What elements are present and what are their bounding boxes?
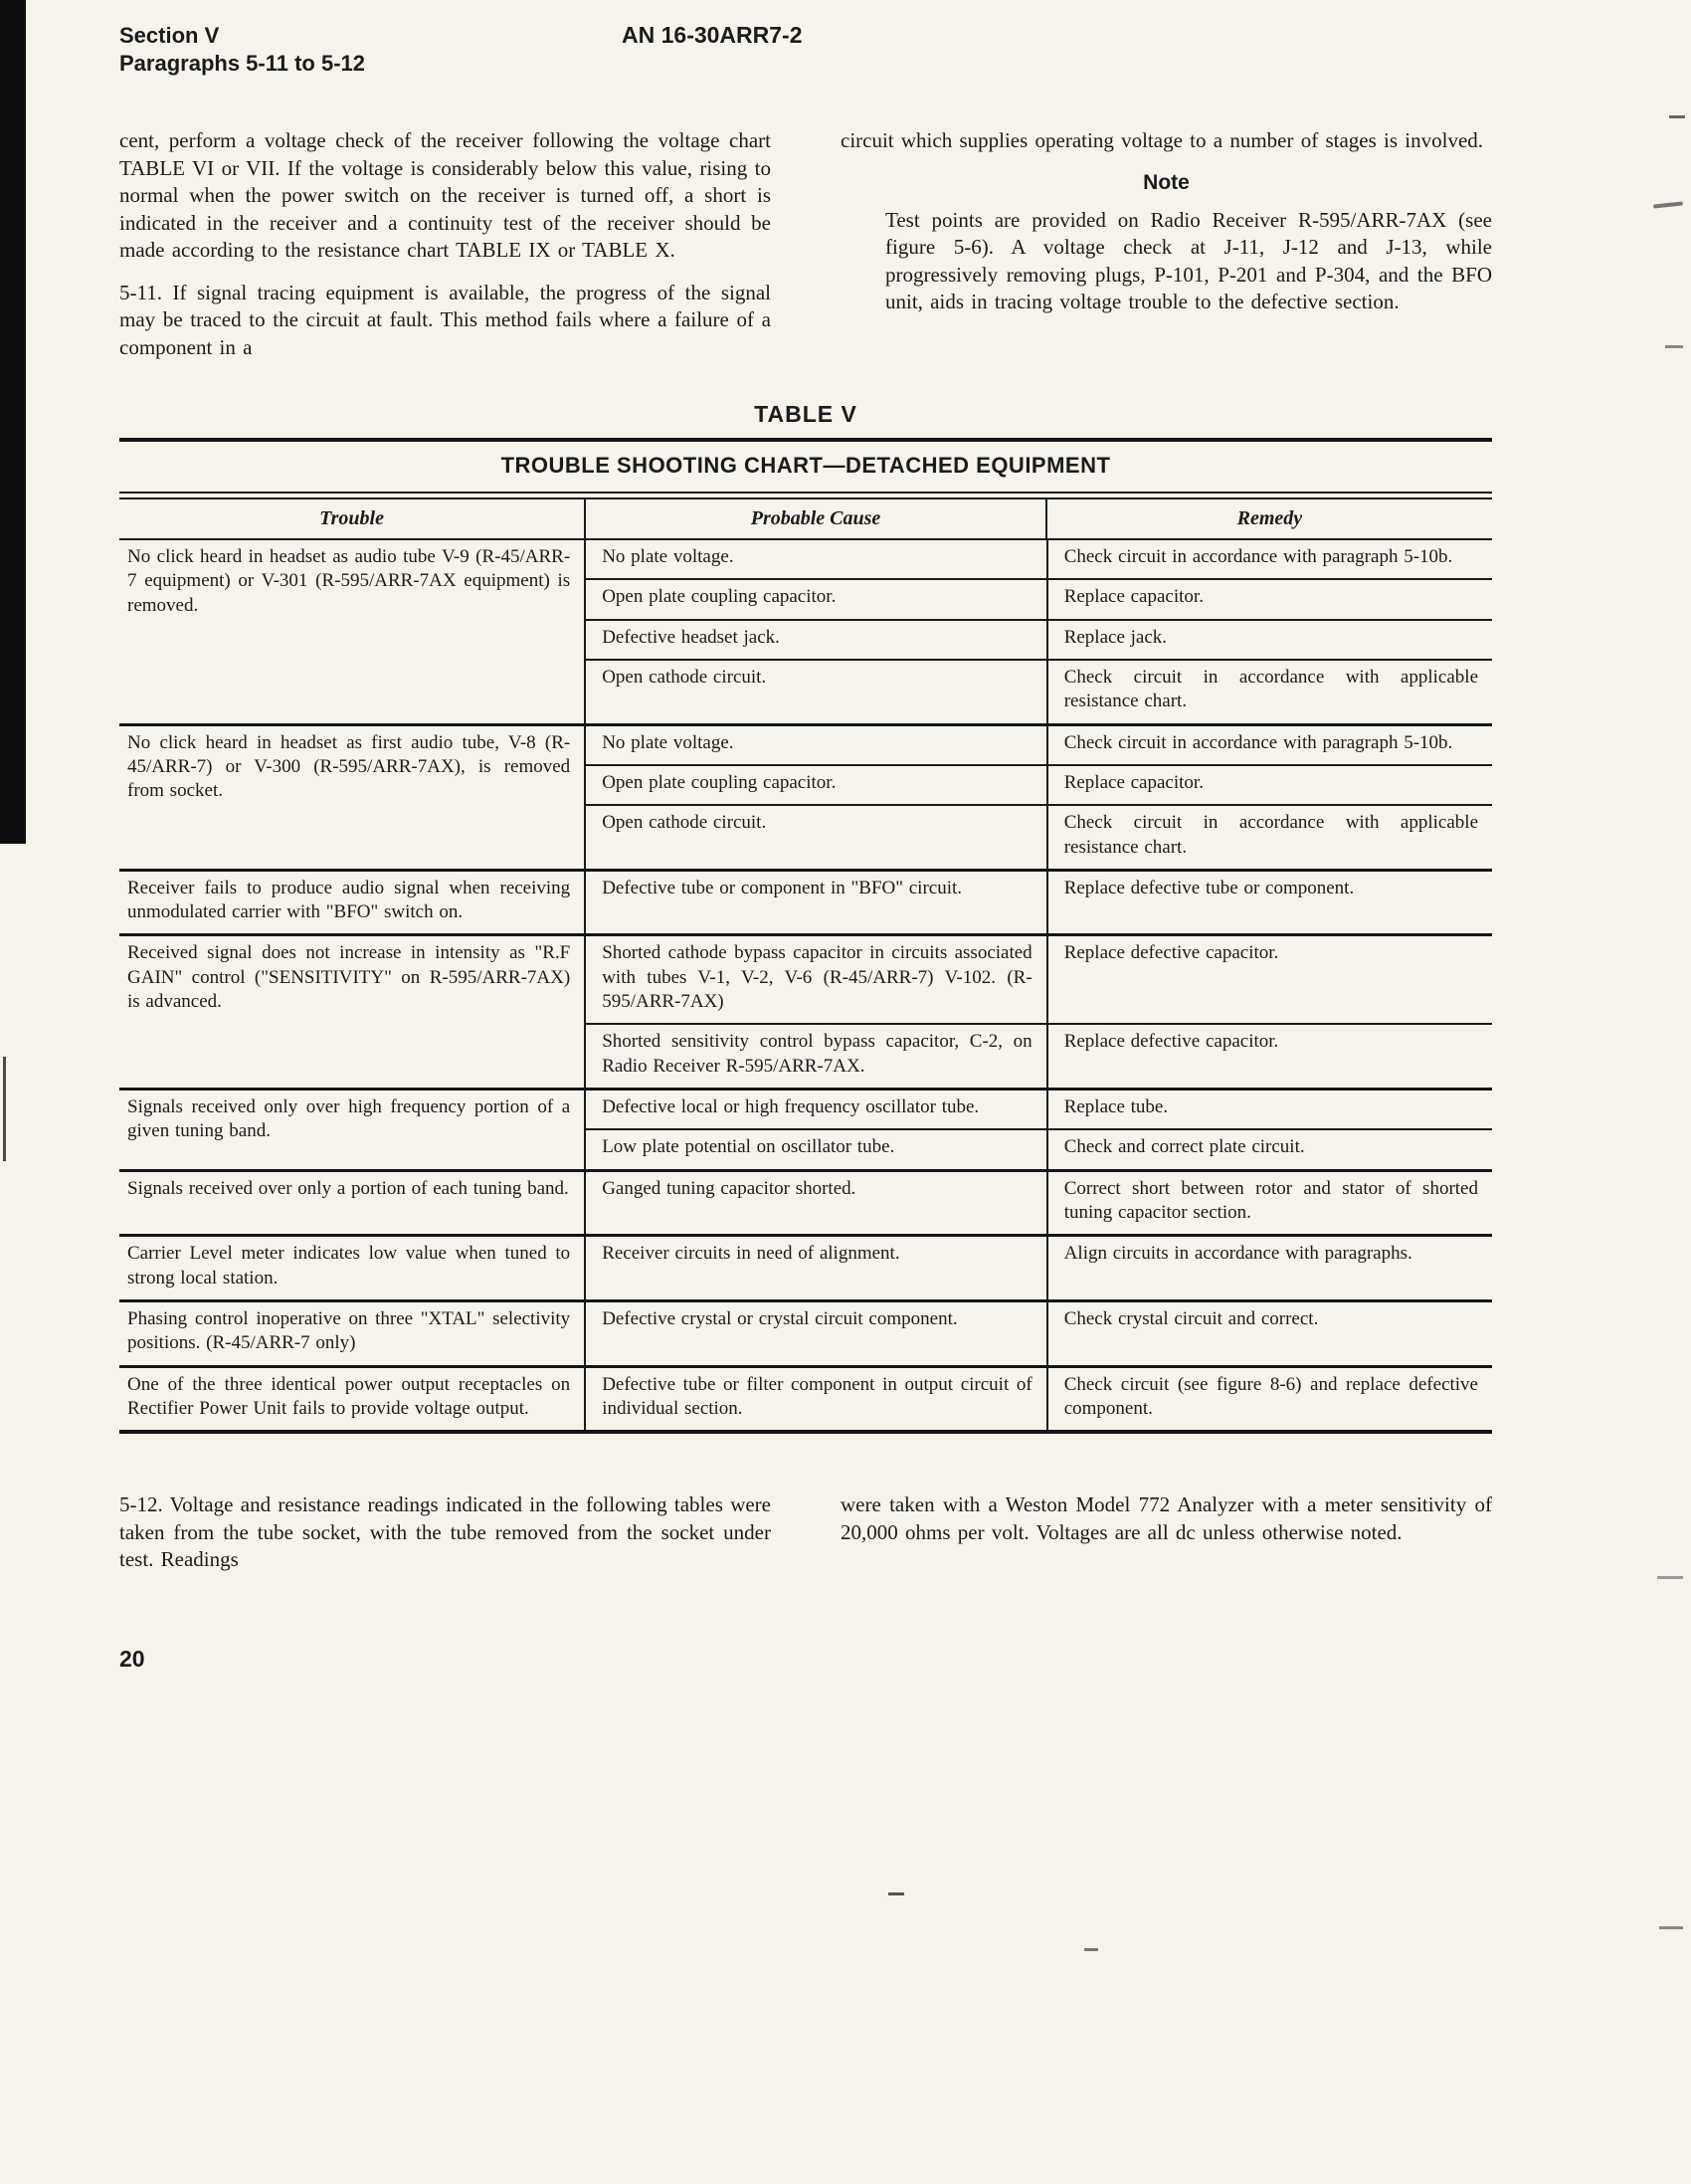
- remedy-cell: Correct short between rotor and stator of shorted tuning capacitor section.: [1063, 1177, 1478, 1223]
- remedy-cell: Replace capacitor.: [1063, 586, 1204, 608]
- cause-remedy-row: [586, 580, 1492, 620]
- probable-cause-cell: Shorted sensitivity control bypass capacitor, C-2, on Radio Receiver R-595/ARR-7AX.: [586, 1025, 1048, 1088]
- cause-remedy-stack: [586, 936, 1492, 1088]
- page-header: [119, 22, 1492, 86]
- column-header-trouble: Trouble: [119, 499, 586, 538]
- note-paragraph: Test points are provided on Radio Receiver R-595/ARR-7AX (see figure 5-6). A voltage check at J-11, J-12 and J-13, while progressively removing plugs, P-101, P-201 and P-304, and the BFO unit, aids in tracing voltage trouble to the defective section.: [885, 207, 1492, 313]
- trouble-cell: No click heard in headset as audio tube V-9 (R-45/ARR-7 equipment) or V-301 (R-595/ARR-7AX equipment) is removed.: [119, 540, 586, 723]
- remedy-cell: Replace jack.: [1063, 626, 1168, 648]
- closing-section: [119, 1491, 1492, 1574]
- intro-left-column: [119, 127, 771, 361]
- paragraph: circuit which supplies operating voltage to a number of stages is involved.: [841, 128, 1484, 152]
- scan-artifact-mark: [888, 1892, 904, 1895]
- continuation-paragraph: cent, perform a voltage check of the receiver following the voltage chart TABLE VI or VII. If the voltage is considerably below this value, rising to normal when the power switch on the receiver is turned off, a short is indicated in the receiver and a continuity test of the receiver should be made according to the resistance chart TABLE IX or TABLE X.: [119, 128, 771, 262]
- trouble-cell: Carrier Level meter indicates low value when tuned to strong local station.: [119, 1237, 586, 1299]
- cause-remedy-row: [586, 1172, 1492, 1235]
- cause-remedy-row: [586, 806, 1492, 869]
- cause-remedy-row: [586, 1091, 1492, 1130]
- table-row: [119, 936, 1492, 1091]
- cause-remedy-stack: [586, 1302, 1492, 1365]
- cause-remedy-stack: [586, 872, 1492, 934]
- table-row: [119, 1091, 1492, 1172]
- remedy-cell: Replace defective capacitor.: [1063, 1031, 1279, 1053]
- trouble-cell: Phasing control inoperative on three "XTAL" selectivity positions. (R-45/ARR-7 only): [119, 1302, 586, 1365]
- document-number: AN 16-30ARR7-2: [622, 22, 803, 48]
- cause-remedy-row: [586, 872, 1492, 934]
- intro-right-column: [841, 127, 1492, 361]
- probable-cause-cell: Defective headset jack.: [586, 621, 1048, 659]
- trouble-cell: Received signal does not increase in intensity as "R.F GAIN" control ("SENSITIVITY" on R-595/ARR-7AX) is advanced.: [119, 936, 586, 1088]
- remedy-cell: Replace capacitor.: [1063, 771, 1204, 793]
- cause-remedy-row: [586, 1302, 1492, 1365]
- probable-cause-cell: Low plate potential on oscillator tube.: [586, 1130, 1048, 1168]
- table-row: [119, 1302, 1492, 1368]
- closing-left-column: [119, 1491, 771, 1574]
- remedy-cell: Check crystal circuit and correct.: [1063, 1307, 1319, 1329]
- table-row: [119, 540, 1492, 726]
- trouble-table-body: [119, 540, 1492, 1430]
- paragraph-5-11: 5-11. If signal tracing equipment is available, the progress of the signal may be traced to the circuit at fault. This method fails where a failure of a component in a: [119, 280, 771, 359]
- page-number: 20: [119, 1645, 145, 1672]
- remedy-cell: Align circuits in accordance with paragraphs.: [1063, 1243, 1412, 1265]
- cause-remedy-stack: [586, 1172, 1492, 1235]
- trouble-cell: One of the three identical power output receptacles on Rectifier Power Unit fails to provide voltage output.: [119, 1368, 586, 1431]
- remedy-cell: Check circuit in accordance with applicable resistance chart.: [1063, 666, 1478, 712]
- remedy-cell: Replace defective tube or component.: [1063, 877, 1355, 898]
- remedy-cell: Replace tube.: [1063, 1096, 1169, 1117]
- probable-cause-cell: Defective local or high frequency oscillator tube.: [586, 1091, 1048, 1128]
- cause-remedy-stack: [586, 1237, 1492, 1299]
- probable-cause-cell: No plate voltage.: [586, 726, 1048, 764]
- cause-remedy-row: [586, 540, 1492, 580]
- scan-artifact-mark: [1659, 1926, 1683, 1929]
- cause-remedy-row: [586, 936, 1492, 1025]
- paragraph-range-label: Paragraphs 5-11 to 5-12: [119, 50, 366, 76]
- probable-cause-cell: Defective crystal or crystal circuit component.: [586, 1302, 1048, 1365]
- column-header-remedy: Remedy: [1236, 507, 1303, 529]
- trouble-cell: Signals received over only a portion of each tuning band.: [119, 1172, 586, 1235]
- cause-remedy-row: [586, 1237, 1492, 1299]
- probable-cause-cell: Defective tube or filter component in output circuit of individual section.: [586, 1368, 1048, 1431]
- closing-right-column: [841, 1491, 1492, 1574]
- probable-cause-cell: Open plate coupling capacitor.: [586, 580, 1048, 618]
- cause-remedy-row: [586, 1025, 1492, 1088]
- table-subtitle: TROUBLE SHOOTING CHART—DETACHED EQUIPMENT: [500, 453, 1111, 478]
- probable-cause-cell: Open cathode circuit.: [586, 806, 1048, 869]
- cause-remedy-row: [586, 1368, 1492, 1431]
- table-row: [119, 1368, 1492, 1431]
- cause-remedy-row: [586, 1130, 1492, 1168]
- probable-cause-cell: Ganged tuning capacitor shorted.: [586, 1172, 1048, 1235]
- trouble-cell: No click heard in headset as first audio tube, V-8 (R-45/ARR-7) or V-300 (R-595/ARR-7AX), is removed from socket.: [119, 726, 586, 869]
- note-heading: Note: [1143, 170, 1190, 194]
- cause-remedy-stack: [586, 726, 1492, 869]
- table-double-rule: [119, 492, 1492, 499]
- scan-artifact-mark: [1084, 1948, 1098, 1951]
- column-header-probable-cause: Probable Cause: [586, 499, 1047, 538]
- remedy-cell: Check and correct plate circuit.: [1063, 1136, 1305, 1158]
- trouble-cell: Receiver fails to produce audio signal when receiving unmodulated carrier with "BFO" switch on.: [119, 872, 586, 934]
- table-row: [119, 726, 1492, 872]
- intro-section: [119, 127, 1492, 361]
- table-row: [119, 872, 1492, 937]
- probable-cause-cell: No plate voltage.: [586, 540, 1048, 578]
- probable-cause-cell: Receiver circuits in need of alignment.: [586, 1237, 1048, 1299]
- remedy-cell: Check circuit in accordance with paragraph 5-10b.: [1063, 546, 1453, 567]
- remedy-cell: Replace defective capacitor.: [1063, 942, 1279, 964]
- cause-remedy-row: [586, 726, 1492, 766]
- remedy-cell: Check circuit in accordance with applicable resistance chart.: [1063, 812, 1478, 858]
- paragraph: were taken with a Weston Model 772 Analyzer with a meter sensitivity of 20,000 ohms per volt. Voltages are all dc unless otherwise noted.: [841, 1492, 1492, 1544]
- cause-remedy-row: [586, 766, 1492, 806]
- trouble-shooting-table: [119, 438, 1492, 1434]
- paragraph-5-12: 5-12. Voltage and resistance readings indicated in the following tables were taken from the tube socket, with the tube removed from the socket under test. Readings: [119, 1492, 771, 1572]
- table-row: [119, 1237, 1492, 1302]
- cause-remedy-stack: [586, 540, 1492, 723]
- table-header-row: [119, 499, 1492, 540]
- probable-cause-cell: Shorted cathode bypass capacitor in circuits associated with tubes V-1, V-2, V-6 (R-45/ARR-7) V-102. (R-595/ARR-7AX): [586, 936, 1048, 1023]
- section-label: Section V: [119, 23, 220, 48]
- remedy-cell: Check circuit (see figure 8-6) and replace defective component.: [1063, 1373, 1478, 1419]
- table-title: TABLE V: [754, 401, 857, 427]
- probable-cause-cell: Open plate coupling capacitor.: [586, 766, 1048, 804]
- cause-remedy-stack: [586, 1091, 1492, 1169]
- header-section-block: [119, 22, 1492, 77]
- remedy-cell: Check circuit in accordance with paragraph 5-10b.: [1063, 731, 1453, 753]
- cause-remedy-row: [586, 661, 1492, 723]
- trouble-cell: Signals received only over high frequency portion of a given tuning band.: [119, 1091, 586, 1169]
- probable-cause-cell: Open cathode circuit.: [586, 661, 1048, 723]
- cause-remedy-stack: [586, 1368, 1492, 1431]
- cause-remedy-row: [586, 621, 1492, 661]
- probable-cause-cell: Defective tube or component in "BFO" circuit.: [586, 872, 1048, 934]
- table-row: [119, 1172, 1492, 1238]
